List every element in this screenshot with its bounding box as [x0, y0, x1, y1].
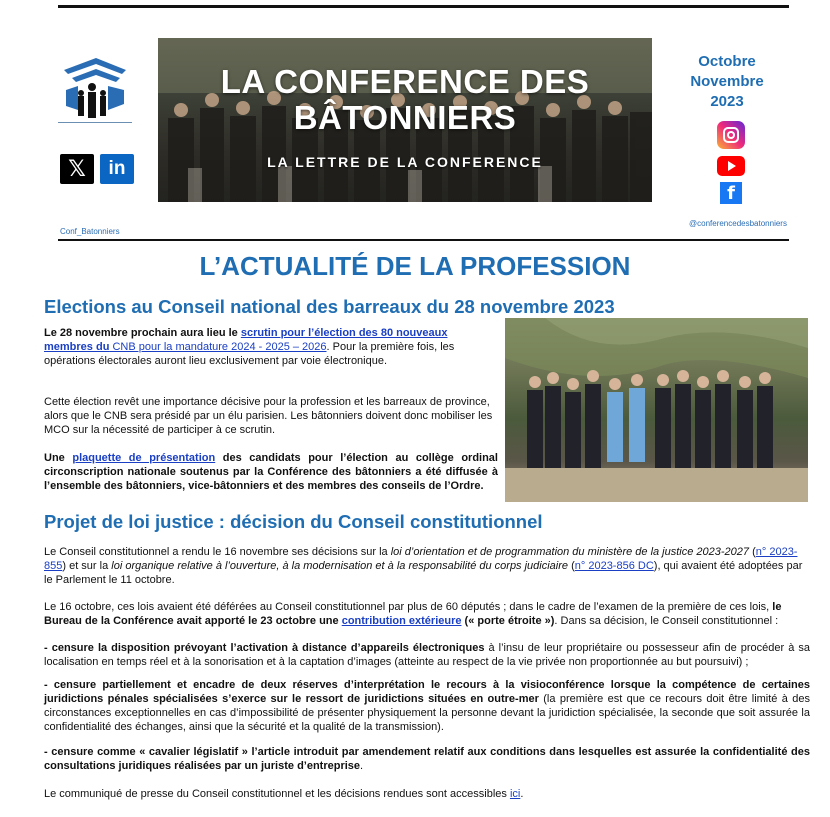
a2-p1-law2: loi organique relative à l’ouverture, à la modernisation et à la responsabilité du corps judiciaire: [111, 560, 569, 572]
scrutin-link-text2[interactable]: CNB pour la mandature 2024 - 2025 – 2026: [109, 341, 327, 353]
instagram-handle[interactable]: @conferencedesbatonniers: [689, 219, 787, 228]
censure-2-rest: (la première est que ce recours doit être limité à des circonstances exceptionnelles en cas d’impossibilité de présenter physiquement la personne devant la juridiction spécialisée, la seconde que soit assurée la confidentialité des échanges, ainsi que la sécurité et la qualité de la transmission).: [44, 693, 811, 733]
decision-2023-855-link[interactable]: n° 2023-855: [44, 546, 798, 572]
header-rule: [58, 239, 789, 241]
top-rule: [58, 5, 789, 8]
social-links-left: [60, 154, 134, 184]
article1-title: Elections au Conseil national des barreaux du 28 novembre 2023: [44, 296, 615, 317]
censure-item-2: [44, 678, 810, 734]
a2-p1-a: Le Conseil constitutionnel a rendu le 16 novembre ses décisions sur la: [44, 546, 391, 558]
a2-p1-e: ), qui avaient été adoptées par le Parlement le 11 octobre.: [44, 560, 803, 586]
issue-month-2: Novembre: [690, 73, 764, 90]
banner-title-line1: LA CONFERENCE DES: [220, 63, 590, 100]
censure-1-bold: - censure la disposition prévoyant l’activation à distance d’appareils électroniques: [44, 642, 485, 654]
logo-underline: [58, 122, 132, 123]
plaquette-link[interactable]: plaquette de présentation: [72, 452, 216, 464]
censure-3-rest: .: [360, 760, 364, 772]
censure-item-1: [44, 641, 810, 669]
twitter-handle[interactable]: Conf_Batonniers: [60, 227, 120, 236]
decision-2023-856-link[interactable]: n° 2023-856 DC: [574, 560, 654, 572]
a2-p2-bold2: (« porte étroite »): [461, 615, 555, 627]
conference-logo: [58, 56, 130, 124]
x-icon[interactable]: 𝕏: [60, 154, 94, 184]
article1-paragraph2: Cette élection revêt une importance décisive pour la profession et les barreaux de province, alors que le CNB sera présidé par un élu parisien. Les bâtonniers doivent donc mobiliser les MCO sur la nécessité de participer à ce scrutin.: [44, 396, 493, 436]
a2-p1-b: (: [749, 546, 756, 558]
contribution-link-text[interactable]: contribution extérieure: [341, 615, 462, 627]
a2-p1-law1: loi d’orientation et de programmation du ministère de la justice 2023-2027: [390, 546, 750, 558]
a2-last-a: Le communiqué de presse du Conseil constitutionnel et les décisions rendues sont accessibles: [44, 788, 510, 800]
article1-p3-a: Une: [44, 452, 73, 464]
ici-link[interactable]: ici: [509, 788, 521, 800]
article1-p1-rest: . Pour la première fois, les opérations électorales auront lieu exclusivement par voie électronique.: [44, 341, 455, 367]
a2-p1-d: (: [568, 560, 575, 572]
linkedin-icon[interactable]: in: [100, 154, 134, 184]
group-photo: [505, 318, 808, 502]
article2-paragraph2: [44, 600, 810, 628]
banner-subtitle: LA LETTRE DE LA CONFERENCE: [267, 154, 543, 170]
issue-date: [672, 52, 782, 112]
article1-paragraph1: [44, 326, 498, 368]
section-title: L’ACTUALITÉ DE LA PROFESSION: [199, 251, 631, 281]
facebook-icon[interactable]: f: [720, 182, 742, 204]
censure-1-rest: à l’insu de leur propriétaire ou possesseur afin de procéder à sa localisation en temps réel et à la sonorisation et à la captation d’images (atteinte au respect de la vie privée non proportionnée au but poursuivi) ;: [44, 642, 810, 668]
instagram-icon[interactable]: [717, 121, 745, 149]
article2-title: Projet de loi justice : décision du Conseil constitutionnel: [44, 511, 543, 532]
censure-2-bold: - censure partiellement et encadre de deux réserves d’interprétation le recours à la visioconférence lorsque la compétence de certaines juridictions pénales spécialisées s’exerce sur le ressort de juridictions situées en outre-mer: [44, 679, 810, 705]
banner-title-line2: BÂTONNIERS: [293, 99, 517, 136]
a2-p2-bold: le Bureau de la Conférence avait apporté le 23 octobre une: [44, 601, 782, 627]
issue-month-1: Octobre: [698, 53, 756, 70]
banner-title: [158, 64, 652, 136]
censure-item-3: [44, 745, 810, 773]
a2-p2-c: . Dans sa décision, le Conseil constitutionnel :: [554, 615, 779, 627]
a2-p1-c: ) et sur la: [62, 560, 112, 572]
article2-paragraph1: [44, 545, 810, 587]
newsletter-banner: [158, 38, 652, 202]
contribution-link[interactable]: [342, 615, 462, 627]
article1-p3-b: des candidats pour l’élection au collège ordinal circonscription nationale soutenus par la Conférence des bâtonniers a été diffusée à l’ensemble des bâtonniers, vice-bâtonniers et des membres des conseils de l’Ordre.: [44, 452, 498, 492]
youtube-icon[interactable]: [717, 156, 745, 176]
a2-p2-a: Le 16 octobre, ces lois avaient été déférées au Conseil constitutionnel par plus de 60 députés ; dans le cadre de l’examen de la première de ces lois,: [44, 601, 773, 613]
article1-p1-lead: Le 28 novembre prochain aura lieu le: [44, 327, 241, 339]
a2-last-b: .: [520, 788, 524, 800]
article2-last-paragraph: [44, 787, 810, 801]
censure-3-bold: - censure comme « cavalier législatif » l’article introduit par amendement relatif aux conditions dans lesquelles est assurée la confidentialité des consultations juridiques réalisées par un juriste d’entreprise: [44, 746, 810, 772]
article1-paragraph3: [44, 451, 498, 493]
scrutin-link-text[interactable]: scrutin pour l’élection des 80 nouveaux membres du: [44, 327, 448, 353]
issue-year: 2023: [710, 93, 744, 110]
